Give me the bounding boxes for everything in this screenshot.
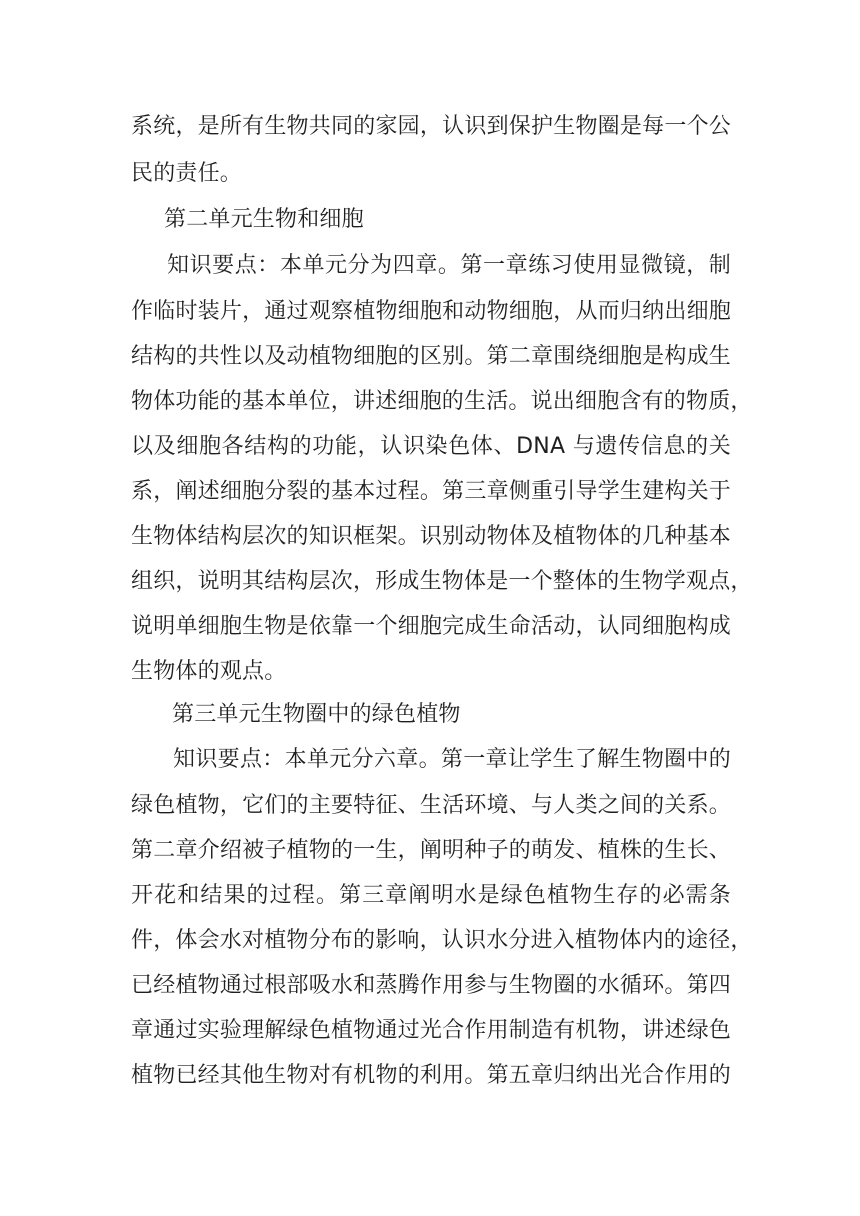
text-line: 组织，说明其结构层次，形成生物体是一个整体的生物学观点， — [131, 569, 753, 594]
text-line: 知识要点：本单元分六章。第一章让学生了解生物圈中的 — [173, 747, 731, 772]
text-line: 物体功能的基本单位，讲述细胞的生活。说出细胞含有的物质， — [131, 389, 753, 414]
text-line: 第二章介绍被子植物的一生，阐明种子的萌发、植株的生长、 — [131, 838, 731, 863]
text-line: 生物体的观点。 — [131, 659, 287, 684]
text-line: 件，体会水对植物分布的影响，认识水分进入植物体内的途径， — [131, 928, 753, 953]
text-line: 已经植物通过根部吸水和蒸腾作用参与生物圈的水循环。第四 — [131, 973, 731, 998]
text-line: 植物已经其他生物对有机物的利用。第五章归纳出光合作用的 — [131, 1063, 731, 1088]
text-line: 系统，是所有生物共同的家园，认识到保护生物圈是每一个公 — [131, 114, 731, 139]
text-line: 以及细胞各结构的功能，认识染色体、DNA 与遗传信息的关 — [131, 434, 731, 459]
text-line: 说明单细胞生物是依靠一个细胞完成生命活动，认同细胞构成 — [131, 614, 731, 639]
text-line: 章通过实验理解绿色植物通过光合作用制造有机物，讲述绿色 — [131, 1018, 731, 1043]
text-line: 绿色植物，它们的主要特征、生活环境、与人类之间的关系。 — [131, 793, 731, 818]
text-line: 民的责任。 — [131, 161, 243, 186]
text-line: 系，阐述细胞分裂的基本过程。第三章侧重引导学生建构关于 — [131, 479, 731, 504]
text-line: 知识要点：本单元分为四章。第一章练习使用显微镜，制 — [167, 253, 731, 278]
text-line: 作临时装片，通过观察植物细胞和动物细胞，从而归纳出细胞 — [131, 299, 731, 324]
section-heading: 第三单元生物圈中的绿色植物 — [172, 702, 461, 727]
text-line: 结构的共性以及动植物细胞的区别。第二章围绕细胞是构成生 — [131, 344, 731, 369]
section-heading: 第二单元生物和细胞 — [164, 207, 364, 232]
text-line: 生物体结构层次的知识框架。识别动物体及植物体的几种基本 — [131, 524, 731, 549]
text-line: 开花和结果的过程。第三章阐明水是绿色植物生存的必需条 — [131, 883, 731, 908]
